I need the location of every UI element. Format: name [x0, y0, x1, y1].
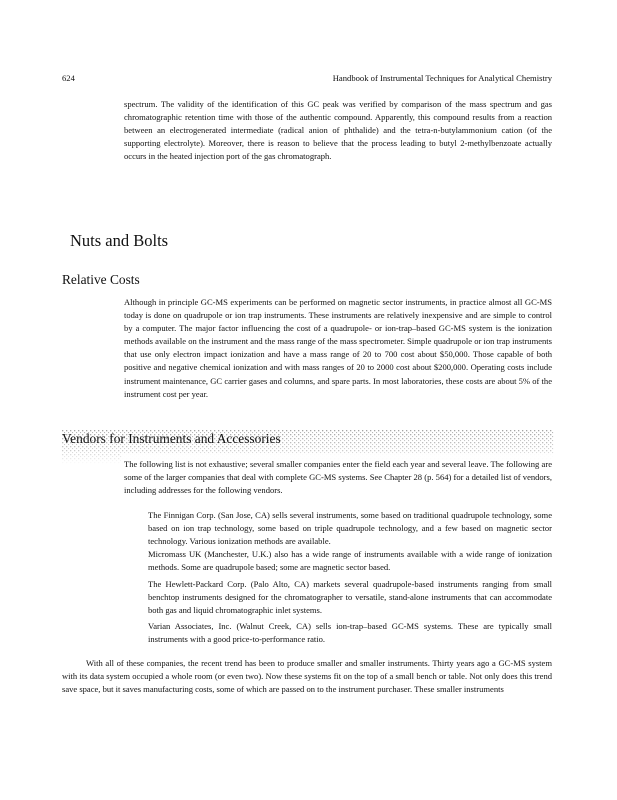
- vendors-heading: Vendors for Instruments and Accessories: [62, 431, 281, 446]
- intro-paragraph: spectrum. The validity of the identification of this GC peak was verified by comparison of the mass spectrum and gas chromatographic retention time with those of the authentic compound. Apparently, this compound results from a reaction between an electrogenerated intermediate (radical anion of phthalide) and the tetra-n-butylammonium cation (of the supporting electrolyte). Moreover, there is reason to believe that the process leading to butyl 2-methylbenzoate actually occurs in the heated injection port of the gas chromatograph.: [124, 99, 552, 162]
- relative-costs-heading: Relative Costs: [62, 272, 140, 287]
- running-head: [62, 72, 552, 84]
- vendor-item: The Finnigan Corp. (San Jose, CA) sells several instruments, some based on traditional quadrupole technology, some based on ion trap technology, some based on triple quadrupole technology, and a few based on magnetic sector technology. Various ionization methods are available.: [148, 510, 552, 547]
- section-heading: Nuts and Bolts: [70, 231, 169, 250]
- relative-costs-paragraph: Although in principle GC-MS experiments can be performed on magnetic sector instruments, in practice almost all GC-MS today is done on quadrupole or ion trap instruments. These instruments are relatively inexpensive and are simple to control by a computer. The major factor influencing the cost of a quadrupole- or ion-trap–based GC-MS system is the ionization methods available on the instrument and the mass range of the mass spectrometer. Simple quadrupole or ion trap instruments that use only electron impact ionization and have a mass range of 20 to 700 cost about $50,000. Those capable of both positive and negative chemical ionization and with mass ranges of 20 to 2000 cost about $200,000. Operating costs include instrument maintenance, GC carrier gases and columns, and spare parts. In most laboratories, these costs are about 5% of the instrument cost per year.: [124, 297, 552, 399]
- closing-paragraph: With all of these companies, the recent trend has been to produce smaller and smaller instruments. Thirty years ago a GC-MS system with its data system occupied a whole room (or even two). Now these systems fit on the top of a small bench or table. Not only does this trend save space, but it saves manufacturing costs, some of which are passed on to the instrument purchaser. These smaller instruments: [62, 658, 552, 695]
- vendor-item: Micromass UK (Manchester, U.K.) also has a wide range of instruments available with a wide range of ionization methods. Some are quadrupole based; some are magnetic sector based.: [148, 549, 552, 573]
- page-number: 624: [62, 73, 75, 83]
- book-title: Handbook of Instrumental Techniques for Analytical Chemistry: [332, 73, 552, 83]
- vendors-intro-paragraph: The following list is not exhaustive; several smaller companies enter the field each year and several leave. The following are some of the larger companies that deal with complete GC-MS systems. See Chapter 28 (p. 564) for a detailed list of vendors, including addresses for the following vendors.: [124, 459, 552, 496]
- vendor-item: The Hewlett-Packard Corp. (Palo Alto, CA) markets several quadrupole-based instruments ranging from small benchtop instruments designed for the chromatographer to versatile, stand-alone instruments that can accommodate both gas and liquid chromatographic inlet systems.: [148, 579, 552, 616]
- vendor-item: Varian Associates, Inc. (Walnut Creek, CA) sells ion-trap–based GC-MS systems. These are typically small instruments with a good price-to-performance ratio.: [148, 621, 552, 645]
